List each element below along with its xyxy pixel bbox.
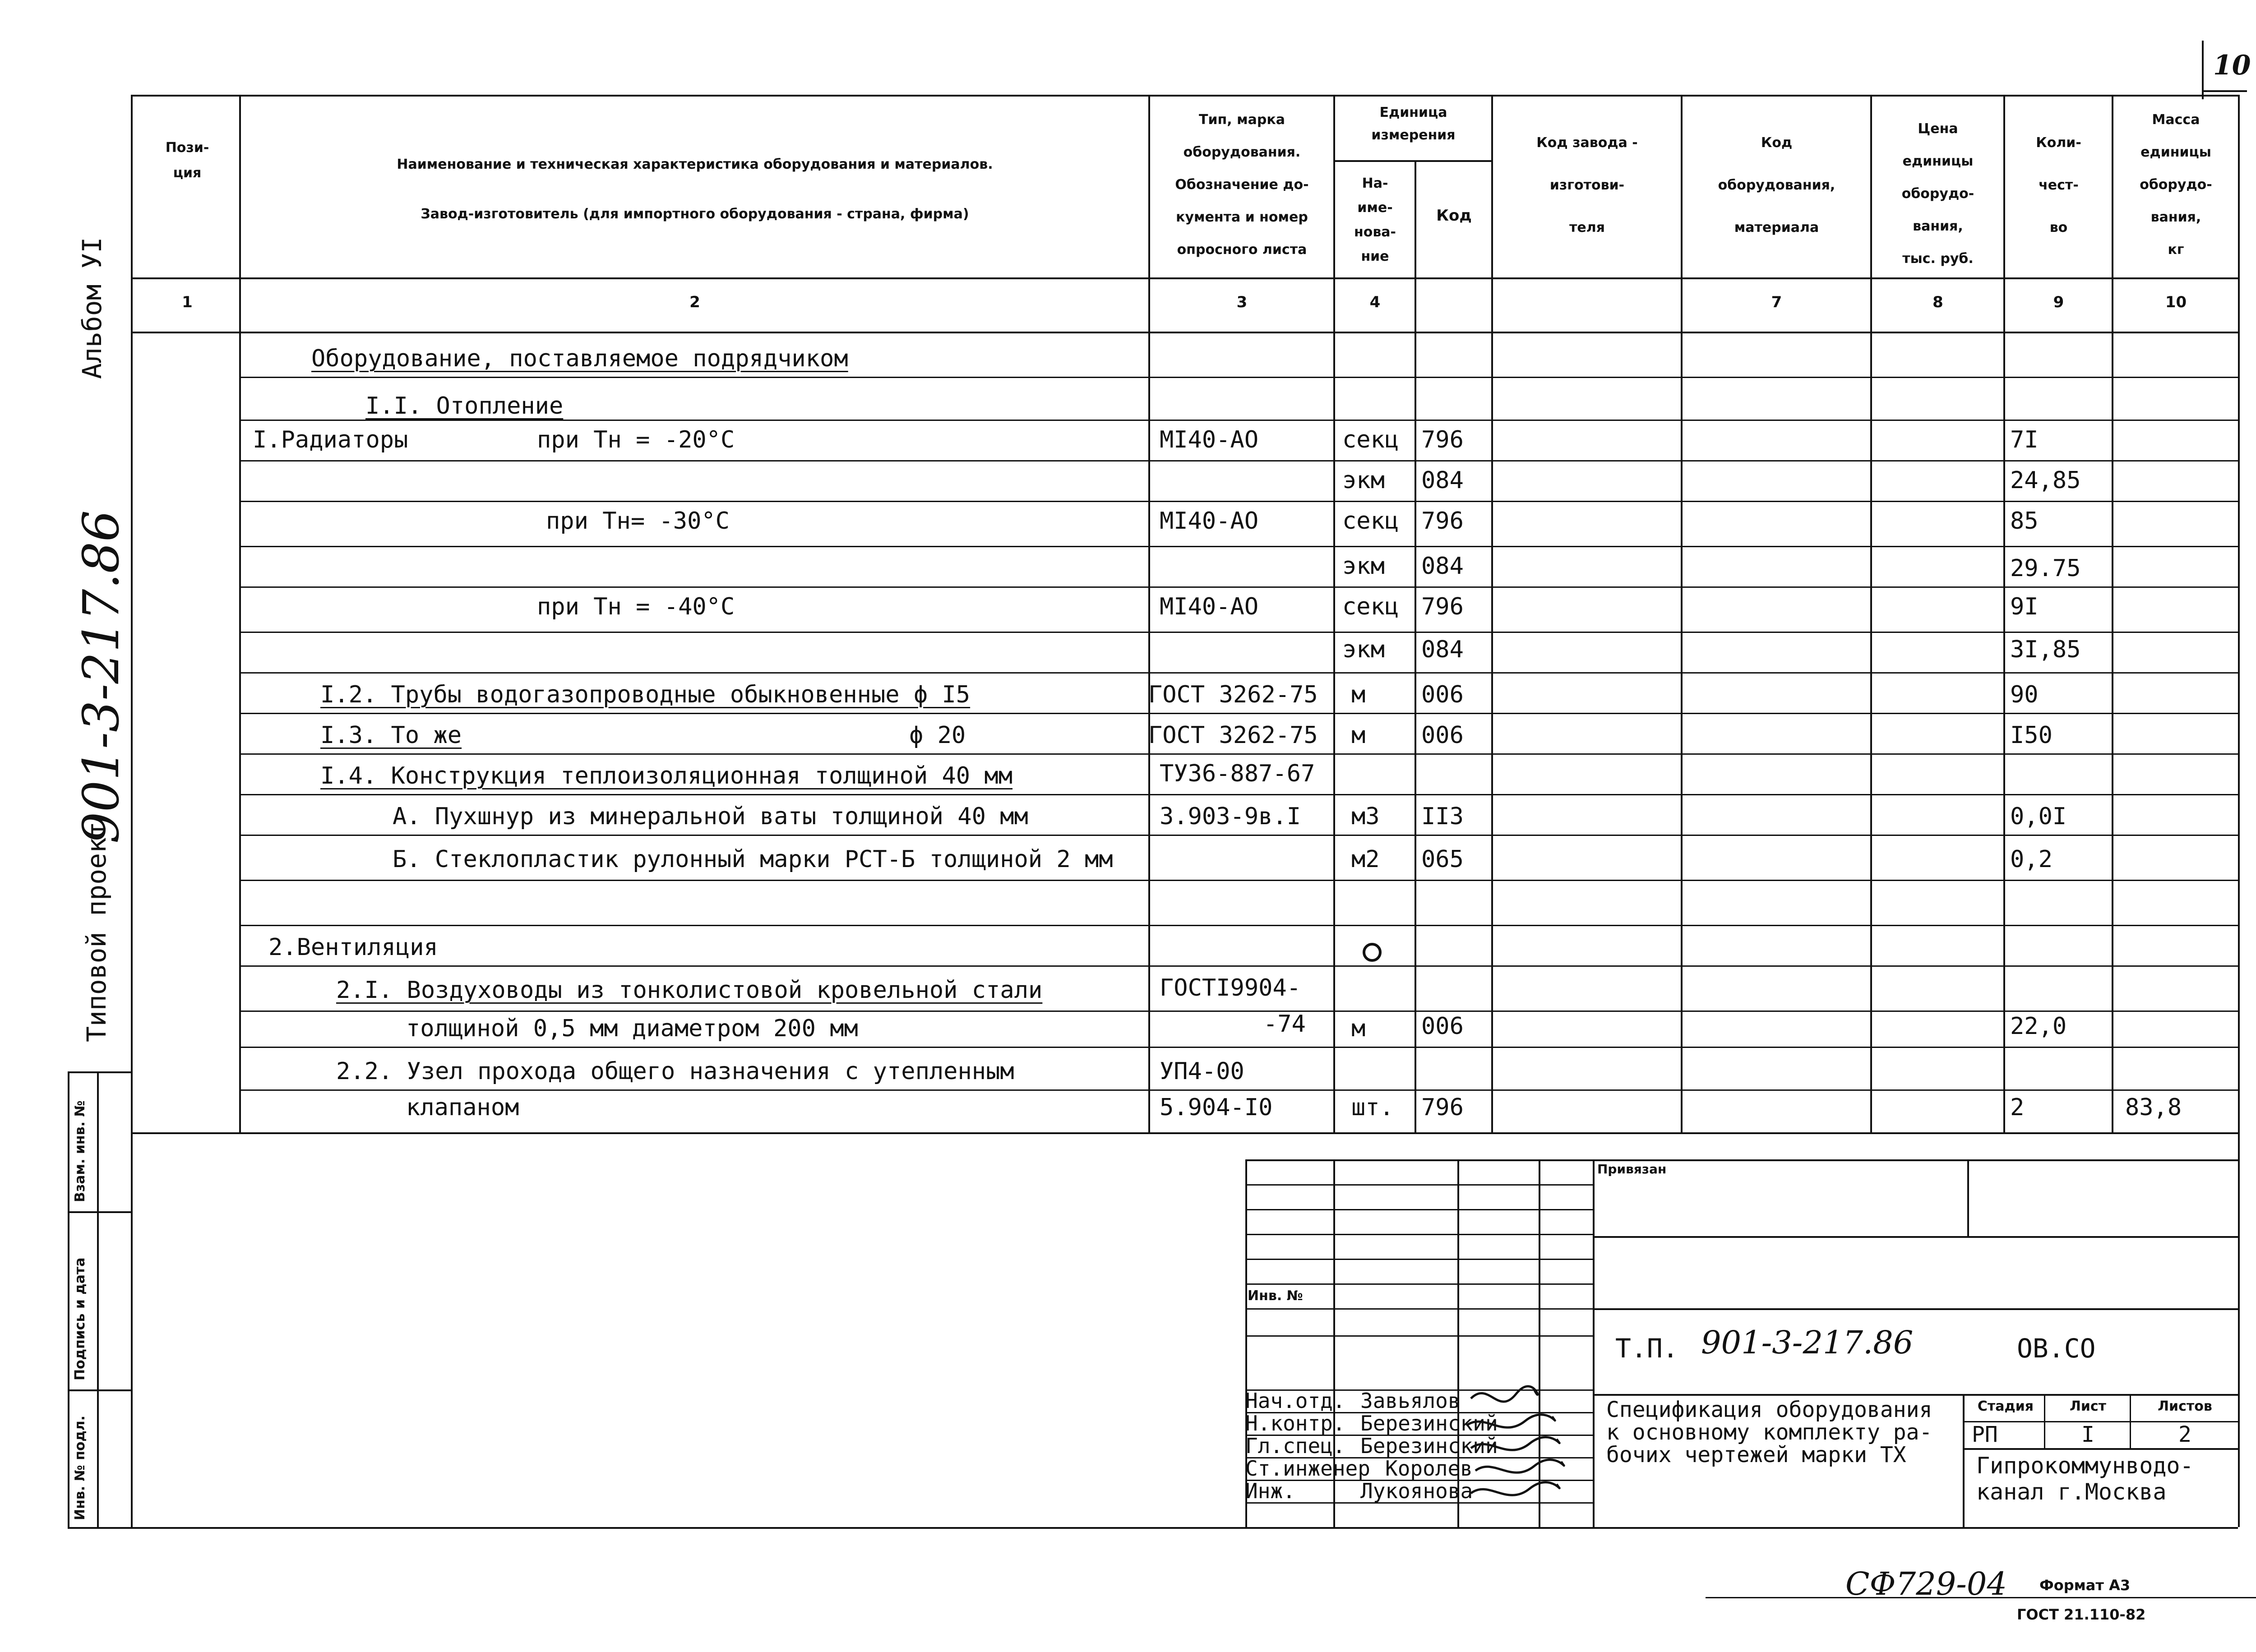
doc-title: Спецификация оборудования к основному комплекту ра- бочих чертежей марки ТХ	[1606, 1397, 1932, 1467]
header-type: Тип, марка оборудования. Обозначение до- кумента и номер опросного листа	[1175, 112, 1309, 258]
item-type: ГОСТ 3262-75	[1148, 722, 1318, 749]
tb-line	[1967, 1159, 1969, 1236]
item-insulation: I.4. Конструкция теплоизоляционная толщиной 40 мм	[320, 762, 1013, 789]
name-5: Лукоянова	[1360, 1479, 1473, 1503]
header-name: Наименование и техническая характеристика оборудования и материалов. Завод-изготовитель (для импортного оборудования - страна, фирма)	[397, 157, 993, 222]
mark-circle	[1363, 943, 1382, 962]
tb-line	[1963, 1394, 1965, 1527]
colnum-7: 7	[1771, 293, 1782, 311]
col-line	[1491, 95, 1493, 1132]
tp-prefix: Т.П.	[1615, 1333, 1678, 1364]
item-ducts-cont: толщиной 0,5 мм диаметром 200 мм	[406, 1015, 858, 1042]
item-condition: при Тн= -30°С	[546, 508, 730, 535]
tb-row	[1593, 1394, 2238, 1396]
inv-label: Инв. №	[1248, 1288, 1303, 1304]
row-line	[239, 586, 2238, 588]
org-name: Гипрокоммунводо- канал г.Москва	[1976, 1453, 2194, 1505]
item-type: УП4-00	[1160, 1058, 1244, 1085]
item-code: II3	[1421, 803, 1464, 830]
item-code: 084	[1421, 467, 1464, 494]
item-type: 5.904-I0	[1160, 1094, 1273, 1121]
item-unit: секц	[1342, 426, 1399, 453]
footer-code: СФ729-04	[1845, 1565, 2007, 1602]
header-unit-group: Единица измерения	[1371, 105, 1456, 143]
page-number: 10	[2213, 50, 2251, 81]
tb-line	[2130, 1394, 2131, 1448]
frame-bottom	[131, 1527, 2238, 1529]
row-line	[239, 546, 2238, 547]
stamp-strip-right	[97, 1071, 99, 1527]
row-line	[239, 501, 2238, 502]
row-line	[239, 794, 2238, 795]
item-qty: 0,2	[2010, 846, 2053, 873]
col-line	[1333, 95, 1335, 1132]
item-qty: 3I,85	[2010, 636, 2081, 663]
sheets-value: 2	[2178, 1422, 2191, 1447]
colnum-3: 3	[1236, 293, 1248, 311]
item-unit: м2	[1351, 846, 1380, 873]
stamp-strip-left	[68, 1071, 69, 1527]
row-line	[239, 377, 2238, 378]
project-code-side: 901-3-217.86	[72, 510, 130, 844]
colnum-1: 1	[182, 293, 193, 311]
frame-right	[2238, 95, 2240, 1527]
item-qty: 90	[2010, 681, 2039, 708]
stamp-sign-date: Подпись и дата	[72, 1257, 88, 1380]
item-unit: шт.	[1351, 1094, 1394, 1121]
stage-label: Стадия	[1977, 1398, 2034, 1414]
header-unit-code: Код	[1436, 207, 1472, 225]
header-bottom	[131, 277, 2238, 279]
item-type: МI40-АО	[1160, 508, 1259, 535]
row-line	[239, 965, 2238, 967]
col-line	[1870, 95, 1872, 1132]
col-line	[1148, 95, 1150, 1132]
stamp-strip-div2	[68, 1389, 131, 1391]
privyazan-label: Привязан	[1597, 1162, 1667, 1177]
row-line	[239, 1047, 2238, 1048]
name-1: Завьялов	[1360, 1389, 1461, 1413]
name-3: Березинский	[1360, 1434, 1498, 1458]
item-qty: 24,85	[2010, 467, 2081, 494]
name-2: Березинский	[1360, 1411, 1498, 1435]
row-line	[239, 713, 2238, 714]
tb-row	[1245, 1283, 1593, 1285]
row-line	[239, 880, 2238, 881]
tb-top	[1245, 1159, 2238, 1161]
row-line	[239, 925, 2238, 926]
page-number-frame-bottom	[2202, 90, 2247, 92]
item-code: 084	[1421, 553, 1464, 580]
colnum-9: 9	[2053, 293, 2064, 311]
col-line	[239, 95, 241, 1132]
col-line	[2003, 95, 2005, 1132]
item-type: МI40-АО	[1160, 593, 1259, 620]
frame-top	[131, 95, 2238, 97]
section-title: Оборудование, поставляемое подрядчиком	[311, 345, 848, 372]
item-fiberglass: Б. Стеклопластик рулонный марки РСТ-Б толщиной 2 мм	[393, 846, 1113, 873]
item-unit: м	[1351, 722, 1366, 749]
project-label: Типовой проект	[81, 821, 112, 1042]
item-unit: секц	[1342, 508, 1399, 535]
tp-code: 901-3-217.86	[1701, 1324, 1914, 1361]
item-code: 796	[1421, 593, 1464, 620]
item-code: 796	[1421, 508, 1464, 535]
item-type: ГОСТ 3262-75	[1148, 681, 1318, 708]
frame-left	[131, 95, 133, 1527]
row-line	[239, 835, 2238, 836]
item-condition: при Тн = -40°С	[537, 593, 735, 620]
row-line	[239, 460, 2238, 461]
col-line	[1681, 95, 1683, 1132]
item-ducts: 2.I. Воздуховоды из тонколистовой кровельной стали	[336, 977, 1043, 1004]
item-diameter: ϕ 20	[909, 722, 966, 749]
sheet-label: Лист	[2069, 1398, 2107, 1414]
role-5: Инж.	[1245, 1479, 1295, 1503]
tb-row	[1245, 1184, 1593, 1186]
section-ventilation: 2.Вентиляция	[268, 934, 438, 961]
item-code: 065	[1421, 846, 1464, 873]
item-qty: I50	[2010, 722, 2053, 749]
item-mass: 83,8	[2125, 1094, 2182, 1121]
item-qty: 7I	[2010, 426, 2039, 453]
stamp-strip-top	[68, 1071, 131, 1073]
item-unit: м3	[1351, 803, 1380, 830]
item-qty: 85	[2010, 508, 2039, 535]
header-position: Пози- ция	[165, 140, 209, 181]
item-unit: экм	[1342, 553, 1385, 580]
footer-format: Формат А3	[2039, 1577, 2131, 1594]
row-line	[239, 1011, 2238, 1012]
stamp-vzam-inv: Взам. инв. №	[72, 1100, 88, 1202]
sheet-value: I	[2081, 1422, 2094, 1447]
item-code: 006	[1421, 1013, 1464, 1040]
item-type: ТУ36-887-67	[1160, 760, 1315, 787]
subsection-heating: I.I. Отопление	[365, 392, 564, 420]
stamp-inv-podl: Инв. № подл.	[72, 1415, 88, 1520]
header-unit-name: На- име- нова- ние	[1354, 175, 1396, 264]
item-qty: 22,0	[2010, 1013, 2067, 1040]
colnum-bottom	[131, 332, 2238, 333]
role-2: Н.контр.	[1245, 1411, 1345, 1435]
item-passage: 2.2. Узел прохода общего назначения с утепленным	[336, 1058, 1014, 1085]
header-equipment-code: Код оборудования, материала	[1718, 135, 1835, 235]
item-type: 3.903-9в.I	[1160, 803, 1301, 830]
item-qty: 9I	[2010, 593, 2039, 620]
row-line	[239, 632, 2238, 633]
tb-row	[1593, 1236, 2238, 1238]
sheet-code: ОВ.СО	[2017, 1333, 2096, 1364]
tb-row	[1963, 1448, 2238, 1450]
header-mass: Масса единицы оборудо- вания, кг	[2140, 112, 2212, 258]
tb-row	[1245, 1308, 1593, 1310]
item-qty: 2	[2010, 1094, 2025, 1121]
item-unit: м	[1351, 1015, 1366, 1042]
tb-row	[1245, 1335, 1593, 1337]
item-unit: м	[1351, 681, 1366, 708]
tb-row	[1245, 1234, 1593, 1235]
sheets-label: Листов	[2158, 1398, 2212, 1414]
item-code: 796	[1421, 426, 1464, 453]
table-bottom	[131, 1132, 2238, 1134]
item-radiators: I.Радиаторы	[253, 426, 408, 453]
footer-gost: ГОСТ 21.110-82	[2017, 1606, 2146, 1623]
colnum-10: 10	[2165, 293, 2187, 311]
tb-row	[1245, 1209, 1593, 1210]
item-puhshnur: А. Пухшнур из минеральной ваты толщиной 40 мм	[393, 803, 1028, 830]
header-factory-code: Код завода - изготови- теля	[1536, 135, 1638, 235]
footer-line	[1706, 1597, 2256, 1598]
row-line	[239, 753, 2238, 755]
header-price: Цена единицы оборудо- вания, тыс. руб.	[1901, 121, 1974, 267]
item-condition: при Тн = -20°С	[537, 426, 735, 453]
role-3: Гл.спец.	[1245, 1434, 1345, 1458]
name-4: Королев	[1385, 1456, 1473, 1481]
item-code: 006	[1421, 681, 1464, 708]
stamp-strip-div1	[68, 1211, 131, 1213]
colnum-2: 2	[689, 293, 700, 311]
colnum-8: 8	[1932, 293, 1943, 311]
item-unit: экм	[1342, 467, 1385, 494]
item-code: 006	[1421, 722, 1464, 749]
item-qty: 0,0I	[2010, 803, 2067, 830]
colnum-4: 4	[1369, 293, 1381, 311]
stamp-strip-bottom	[68, 1527, 131, 1529]
tb-row	[1245, 1259, 1593, 1260]
item-pipes: I.2. Трубы водогазопроводные обыкновенные ϕ I5	[320, 681, 971, 708]
col-line	[2112, 95, 2113, 1132]
item-type: ГОСТI9904-	[1160, 974, 1301, 1001]
item-passage-cont: клапаном	[406, 1094, 519, 1121]
item-qty: 29.75	[2010, 555, 2081, 582]
item-same: I.3. То же	[320, 722, 462, 749]
tb-row	[1593, 1308, 2238, 1310]
header-quantity: Коли- чест- во	[2036, 135, 2081, 235]
signatures	[1462, 1380, 1597, 1516]
album-label: Альбом УI	[77, 237, 107, 379]
row-line	[239, 1089, 2238, 1091]
item-type: МI40-АО	[1160, 426, 1259, 453]
item-code: 796	[1421, 1094, 1464, 1121]
item-unit: экм	[1342, 636, 1385, 663]
row-line	[239, 672, 2238, 674]
row-line	[239, 420, 2238, 421]
item-code: 084	[1421, 636, 1464, 663]
stage-value: РП	[1972, 1422, 1998, 1447]
role-4: Ст.инженер	[1245, 1456, 1370, 1481]
item-unit: секц	[1342, 593, 1399, 620]
col-line	[1415, 160, 1416, 1132]
unit-group-line	[1333, 160, 1491, 162]
item-type: -74	[1263, 1011, 1306, 1038]
role-1: Нач.отд.	[1245, 1389, 1345, 1413]
